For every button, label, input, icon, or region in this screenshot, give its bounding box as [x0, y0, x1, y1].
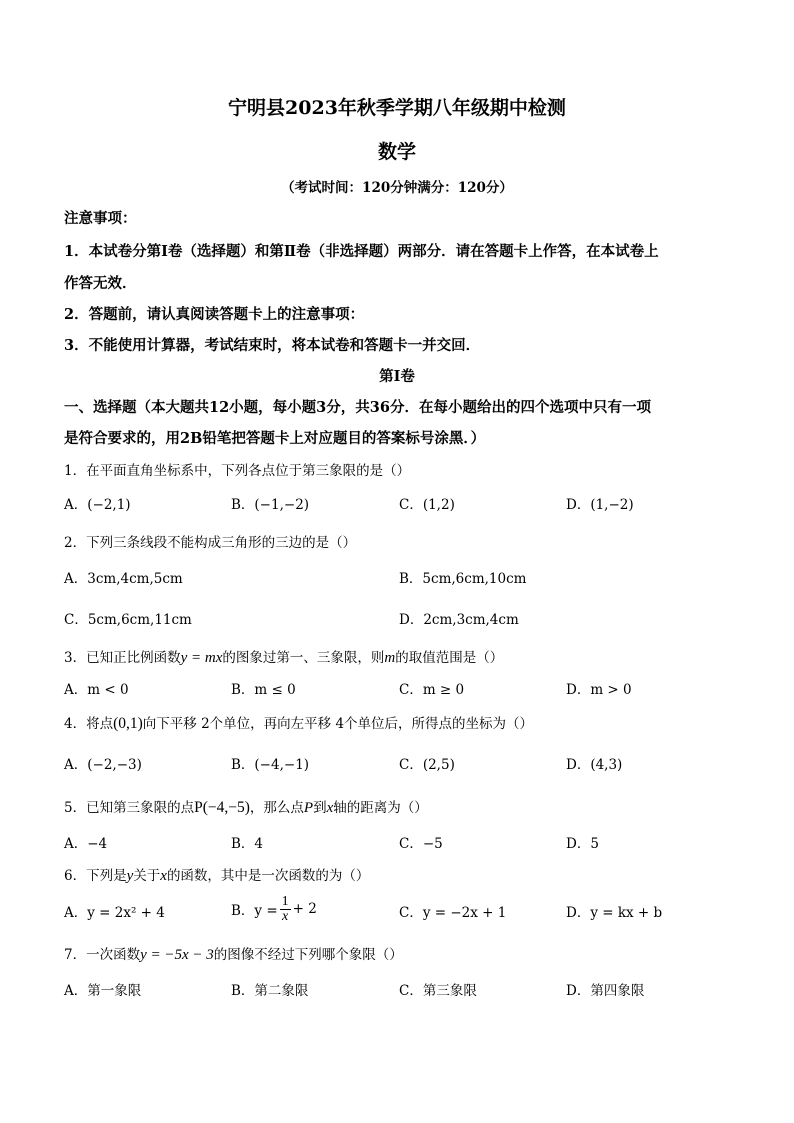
q5-stem-part-b: ，那么点 [249, 800, 304, 816]
q6-option-d: D．y = kx + b [566, 905, 663, 921]
q6-option-b-tail: + 2 [292, 901, 317, 917]
exam-info: （考试时间：120分钟满分：120分） [281, 180, 513, 196]
q5-variable-x: x [326, 800, 334, 816]
q3-stem-part-a: 3．已知正比例函数 [64, 650, 181, 666]
q6-fraction-denominator: x [282, 908, 289, 924]
q3-option-a: A．m < 0 [64, 682, 129, 698]
q6-variable-x: x [160, 868, 167, 884]
q4-stem-part-b: 向下平移 2个单位，再向左平移 4个单位后，所得点的坐标为（） [142, 716, 534, 732]
note-1-line-2: 作答无效． [64, 275, 137, 292]
q6-variable-y: y [126, 868, 134, 884]
q6-option-b-label: B．y = [231, 903, 278, 919]
q7-option-d: D．第四象限 [566, 983, 645, 999]
q6-fraction-numerator: 1 [281, 893, 289, 909]
exam-title: 宁明县2023年秋季学期八年级期中检测 [228, 97, 566, 119]
question-2-stem: 2．下列三条线段不能构成三角形的三边的是（） [64, 535, 357, 551]
q3-stem-part-b: 的图象过第一、三象限，则 [222, 650, 385, 666]
q7-stem-part-b: 的图像不经过下列哪个象限（） [213, 947, 403, 963]
q7-stem-part-a: 7．一次函数 [64, 947, 141, 963]
q5-option-a: A．−4 [64, 836, 108, 852]
q3-option-b: B．m ≤ 0 [231, 682, 296, 698]
q5-stem-part-c: 到 [313, 800, 327, 816]
q5-variable-p: P [303, 800, 314, 816]
question-6-stem [64, 864, 369, 885]
q6-option-a: A．y = 2x² + 4 [64, 905, 165, 921]
q4-option-b: B．(−4,−1) [231, 757, 310, 773]
q4-option-a: A．(−2,−3) [64, 757, 142, 773]
q7-option-b: B．第二象限 [231, 983, 309, 999]
question-7-stem [64, 943, 403, 964]
q1-option-b: B．(−1,−2) [231, 497, 310, 513]
q1-option-d: D．(1,−2) [566, 497, 634, 513]
q3-variable: m [384, 650, 396, 666]
section-heading-line-1: 一、选择题（本大题共12小题，每小题3分，共36分．在每小题给出的四个选项中只有一项 [64, 399, 651, 416]
q6-stem-part-c: 的函数，其中是一次函数的为（） [166, 868, 370, 884]
q2-option-d: D．2cm,3cm,4cm [399, 612, 519, 628]
question-5-stem [64, 796, 428, 817]
notes-heading: 注意事项： [64, 210, 137, 227]
note-2: 2．答题前，请认真阅读答题卡上的注意事项： [64, 306, 365, 323]
q1-option-c: C．(1,2) [399, 497, 455, 513]
q3-option-c: C．m ≥ 0 [399, 682, 465, 698]
question-3-stem [64, 646, 503, 667]
q4-option-d: D．(4,3) [566, 757, 623, 773]
q3-option-d: D．m > 0 [566, 682, 632, 698]
subject-title: 数学 [377, 141, 416, 163]
q7-option-a: A．第一象限 [64, 983, 142, 999]
note-1-line-1: 1．本试卷分第Ⅰ卷（选择题）和第Ⅱ卷（非选择题）两部分．请在答题卡上作答，在本试卷上 [64, 243, 659, 260]
q2-option-c: C．5cm,6cm,11cm [64, 612, 192, 628]
note-3: 3．不能使用计算器，考试结束时，将本试卷和答题卡一并交回． [64, 337, 481, 354]
question-4-stem [64, 712, 533, 733]
q5-stem-part-d: 轴的距离为（） [333, 800, 428, 816]
q5-option-c: C．−5 [399, 836, 443, 852]
q6-stem-part-b: 关于 [133, 868, 161, 884]
q3-stem-part-c: 的取值范围是（） [395, 650, 504, 666]
q3-expression: y = mx [180, 650, 223, 666]
q6-option-b-fraction [280, 895, 291, 924]
q6-stem-part-a: 6．下列是 [64, 868, 127, 884]
volume-heading: 第Ⅰ卷 [379, 368, 415, 385]
q6-option-c: C．y = −2x + 1 [399, 905, 507, 921]
q5-option-d: D．5 [566, 836, 599, 852]
q2-option-b: B．5cm,6cm,10cm [399, 571, 527, 587]
q7-expression: y = −5x − 3 [140, 947, 214, 963]
q5-stem-part-a: 5．已知第三象限的点 [64, 800, 195, 816]
q7-option-c: C．第三象限 [399, 983, 477, 999]
q4-expression: (0,1) [113, 715, 143, 732]
q5-expression: P(−4,−5) [194, 799, 250, 816]
q4-option-c: C．(2,5) [399, 757, 455, 773]
q5-option-b: B．4 [231, 836, 264, 852]
section-heading-line-2: 是符合要求的，用2B铅笔把答题卡上对应题目的答案标号涂黑．） [64, 430, 486, 447]
q2-option-a: A．3cm,4cm,5cm [64, 571, 183, 587]
q4-stem-part-a: 4．将点 [64, 716, 114, 732]
q1-option-a: A．(−2,1) [64, 497, 131, 513]
q6-option-b [231, 890, 317, 928]
question-1-stem: 1．在平面直角坐标系中，下列各点位于第三象限的是（） [64, 463, 411, 479]
